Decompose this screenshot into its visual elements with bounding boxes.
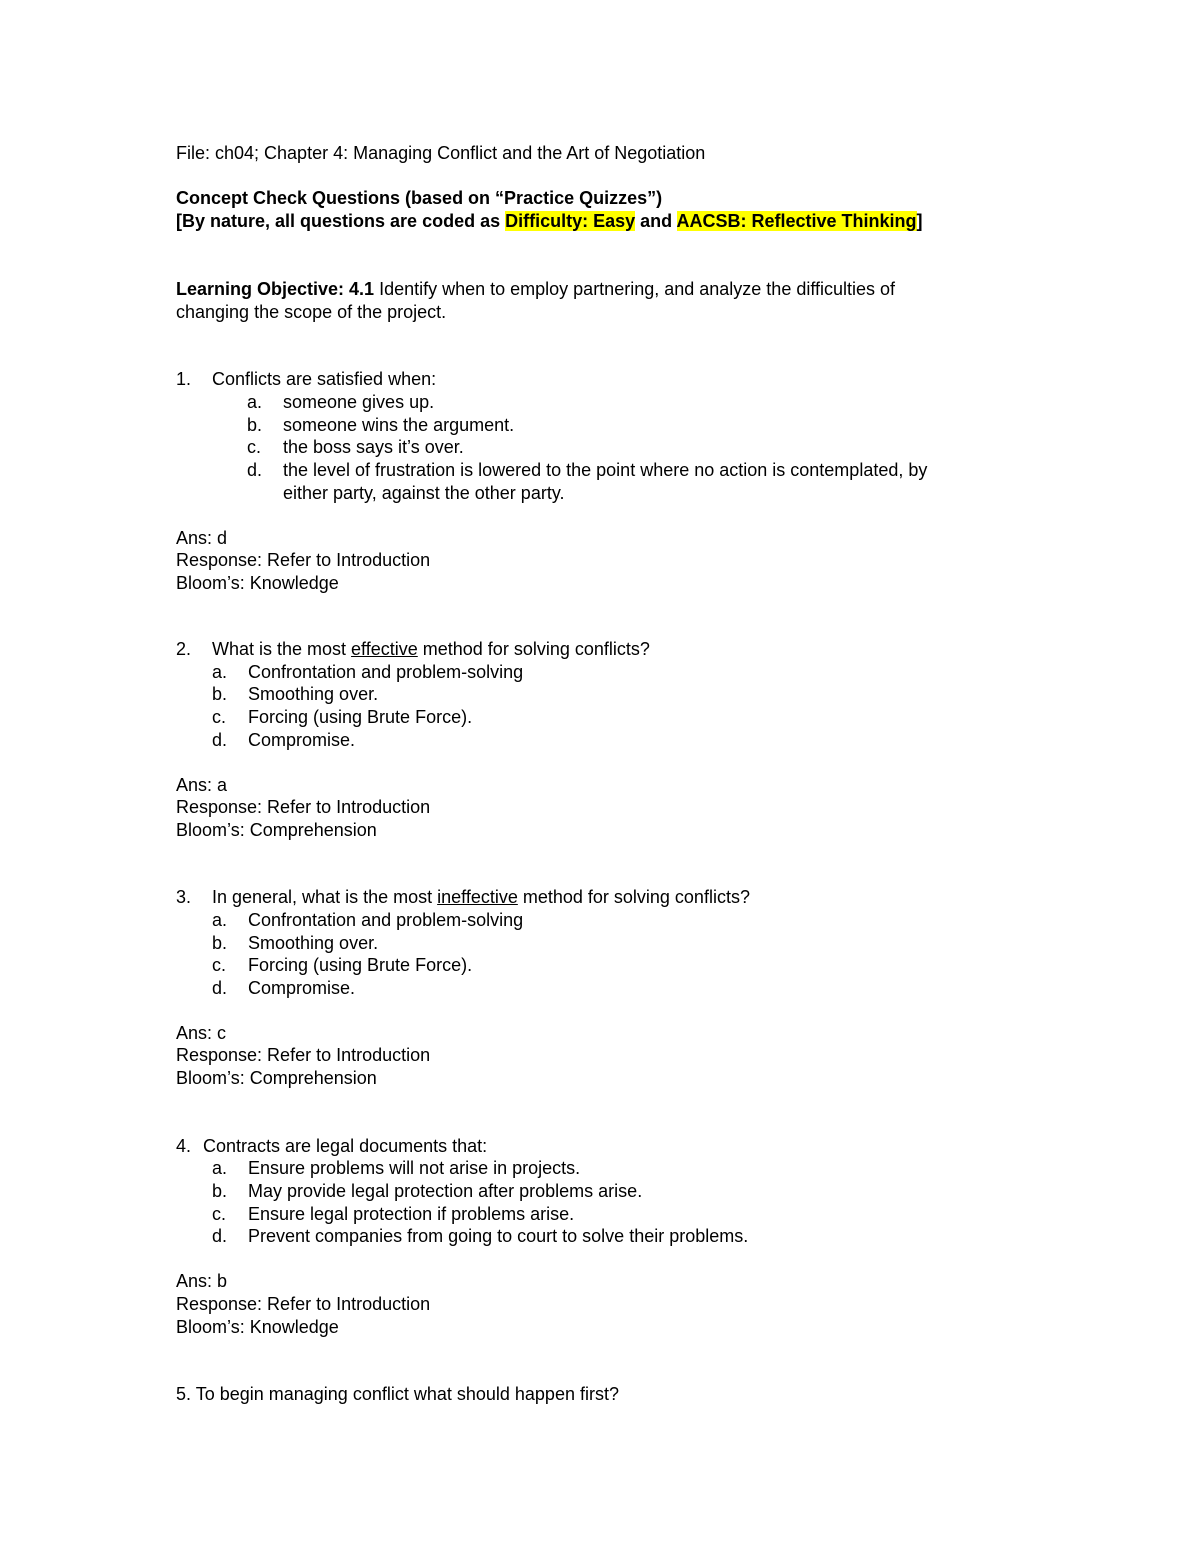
- option-item: c. Forcing (using Brute Force).: [212, 707, 473, 727]
- option-continuation: either party, against the other party.: [283, 483, 565, 503]
- emphasis-underline: ineffective: [437, 887, 518, 907]
- learning-objective: [176, 278, 895, 300]
- blooms-line: Bloom’s: Knowledge: [176, 1317, 339, 1337]
- question-text: Conflicts are satisfied when:: [212, 369, 437, 389]
- question-number: 4.: [176, 1136, 192, 1156]
- option-item: b. May provide legal protection after problems arise.: [212, 1181, 643, 1201]
- response-line: Response: Refer to Introduction: [176, 797, 431, 817]
- coding-prefix: [By nature, all questions are coded as: [176, 211, 506, 231]
- option-item: a. Confrontation and problem-solving: [212, 910, 524, 930]
- learning-objective-label: Learning Objective: 4.1: [176, 279, 375, 299]
- question-number: 1.: [176, 369, 192, 389]
- response-line: Response: Refer to Introduction: [176, 550, 431, 570]
- coding-suffix: ]: [916, 211, 923, 231]
- coding-line: [176, 210, 923, 232]
- question-text: Contracts are legal documents that:: [203, 1136, 488, 1156]
- option-item: a. Confrontation and problem-solving: [212, 662, 524, 682]
- question-4-stem: [176, 1135, 487, 1157]
- difficulty-tag: Difficulty: Easy: [505, 211, 636, 231]
- learning-objective-continuation: changing the scope of the project.: [176, 302, 447, 322]
- blooms-line: Bloom’s: Comprehension: [176, 820, 377, 840]
- option-item: d. Compromise.: [212, 978, 356, 998]
- answer-line: Ans: a: [176, 775, 228, 795]
- answer-line: Ans: b: [176, 1271, 228, 1291]
- question-number: 5.: [176, 1384, 192, 1404]
- learning-objective-text: Identify when to employ partnering, and analyze the difficulties of: [374, 279, 896, 299]
- option-item: a. someone gives up.: [247, 392, 435, 412]
- coding-and: and: [635, 211, 677, 231]
- option-item: b. Smoothing over.: [212, 684, 379, 704]
- blooms-line: Bloom’s: Comprehension: [176, 1068, 377, 1088]
- answer-line: Ans: d: [176, 528, 228, 548]
- question-2-stem: 2. What is the most effective method for solving conflicts?: [176, 639, 650, 659]
- option-item: c. the boss says it’s over.: [247, 437, 464, 457]
- option-item: b. someone wins the argument.: [247, 415, 515, 435]
- blooms-line: Bloom’s: Knowledge: [176, 573, 339, 593]
- file-line: File: ch04; Chapter 4: Managing Conflict and the Art of Negotiation: [176, 143, 706, 163]
- question-1-stem: [176, 368, 436, 390]
- question-5-stem: [176, 1383, 619, 1405]
- aacsb-tag: AACSB: Reflective Thinking: [676, 211, 917, 231]
- question-number: 2.: [176, 639, 192, 659]
- emphasis-underline: effective: [351, 639, 418, 659]
- option-item: b. Smoothing over.: [212, 933, 379, 953]
- option-item: a. Ensure problems will not arise in projects.: [212, 1158, 581, 1178]
- response-line: Response: Refer to Introduction: [176, 1294, 431, 1314]
- option-item: c. Forcing (using Brute Force).: [212, 955, 473, 975]
- response-line: Response: Refer to Introduction: [176, 1045, 431, 1065]
- option-item: c. Ensure legal protection if problems arise.: [212, 1204, 575, 1224]
- question-3-stem: 3. In general, what is the most ineffective method for solving conflicts?: [176, 887, 750, 907]
- option-item: d. Compromise.: [212, 730, 356, 750]
- option-item: d. the level of frustration is lowered to the point where no action is contemplated, by: [247, 460, 928, 480]
- option-item: d. Prevent companies from going to court to solve their problems.: [212, 1226, 749, 1246]
- answer-line: Ans: c: [176, 1023, 227, 1043]
- concept-title: Concept Check Questions (based on “Practice Quizzes”): [176, 188, 663, 208]
- question-text: To begin managing conflict what should happen first?: [195, 1384, 619, 1404]
- question-number: 3.: [176, 887, 192, 907]
